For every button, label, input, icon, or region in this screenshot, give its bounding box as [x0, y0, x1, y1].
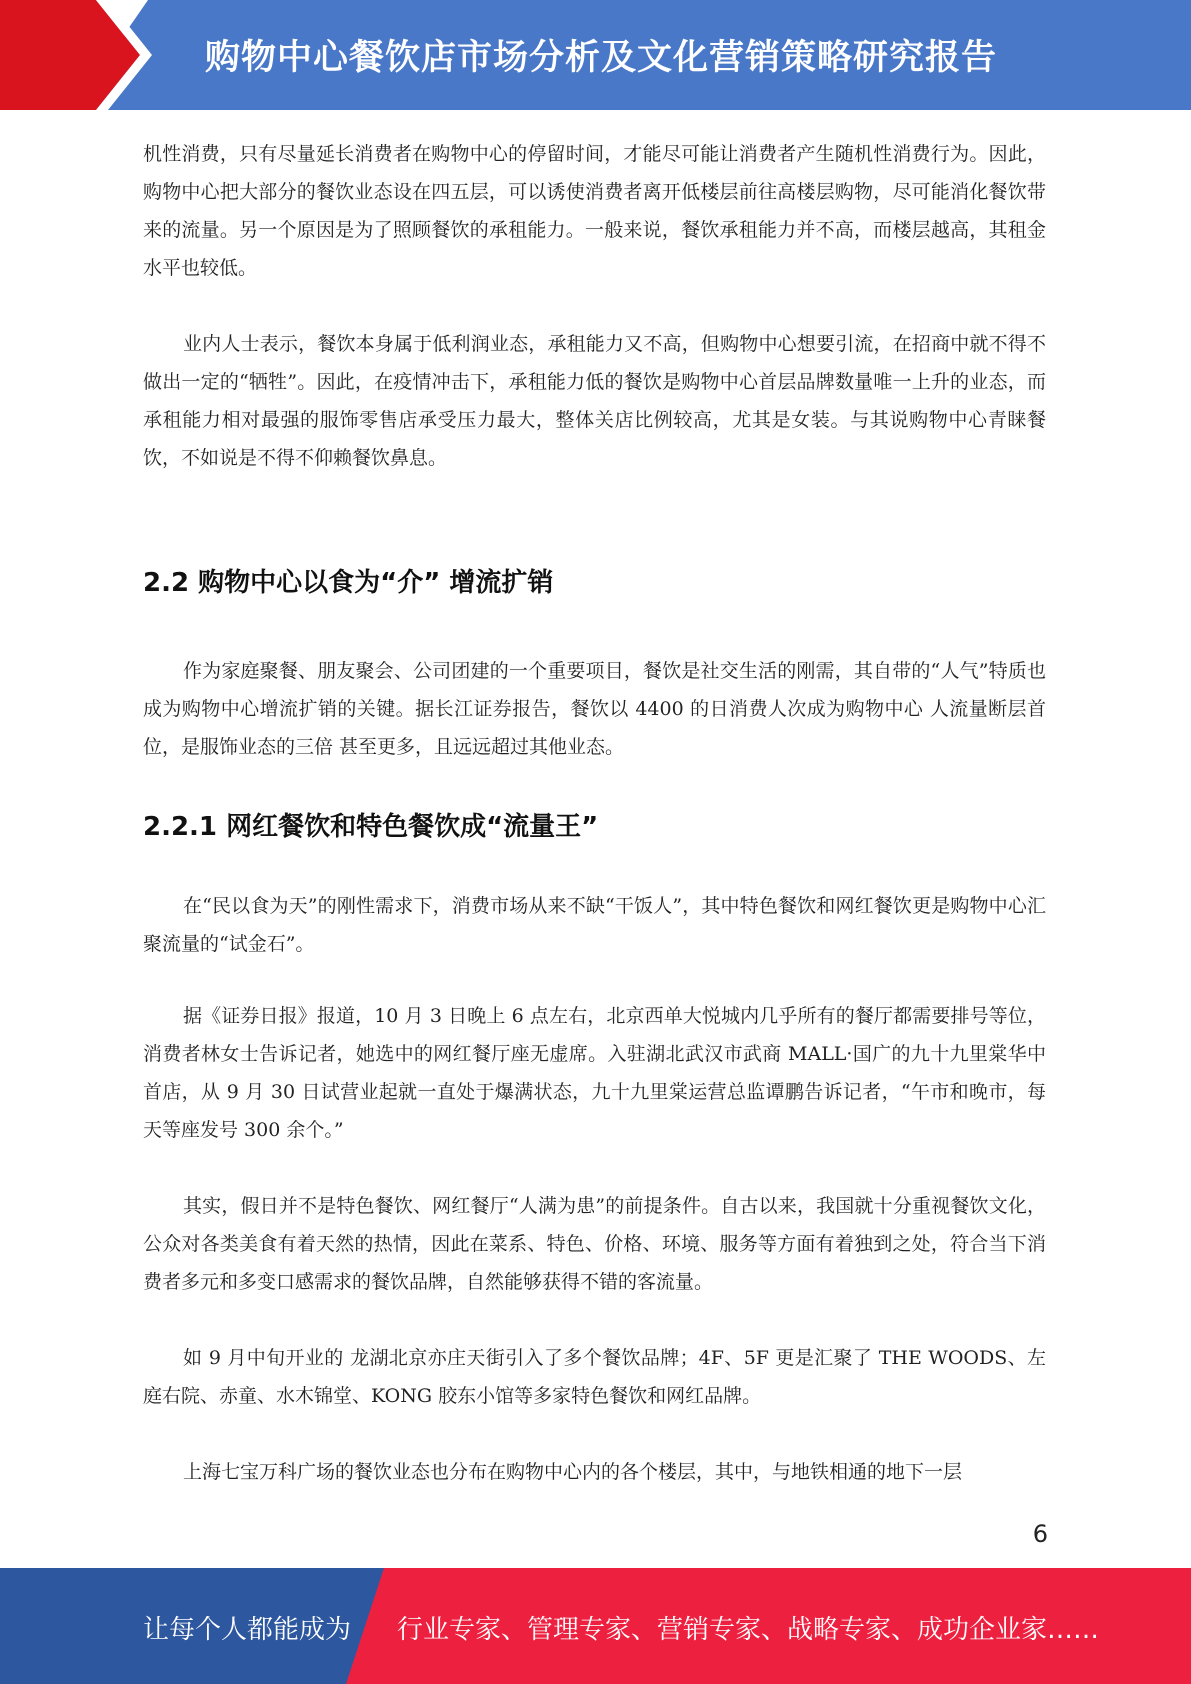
- page-header: [0, 0, 1191, 110]
- paragraph-3: 作为家庭聚餐、朋友聚会、公司团建的一个重要项目，餐饮是社交生活的刚需，其自带的“人气”特质也成为购物中心增流扩销的关键。据长江证券报告，餐饮以 4400 的日消费人次成为购物中心 人流量断层首位，是服饰业态的三倍 甚至更多，且远远超过其他业态。: [143, 660, 1046, 758]
- page-footer: [0, 1568, 1191, 1684]
- header-arrow-decoration: [0, 0, 160, 110]
- footer-slogan-left: 让每个人都能成为: [143, 1615, 352, 1645]
- page-number: 6: [1032, 1520, 1048, 1548]
- section-heading-2-2-1: 2.2.1 网红餐饮和特色餐饮成“流量王”: [143, 812, 599, 842]
- paragraph-8: 上海七宝万科广场的餐饮业态也分布在购物中心内的各个楼层，其中，与地铁相通的地下一层: [183, 1461, 963, 1483]
- paragraph-1: 机性消费，只有尽量延长消费者在购物中心的停留时间，才能尽可能让消费者产生随机性消费行为。因此，购物中心把大部分的餐饮业态设在四五层，可以诱使消费者离开低楼层前往高楼层购物，尽可能消化餐饮带来的流量。另一个原因是为了照顾餐饮的承租能力。一般来说，餐饮承租能力并不高，而楼层越高，其租金水平也较低。: [143, 143, 1046, 279]
- paragraph-4: 在“民以食为天”的刚性需求下，消费市场从来不缺“干饭人”，其中特色餐饮和网红餐饮更是购物中心汇聚流量的“试金石”。: [143, 895, 1046, 955]
- report-title: 购物中心餐饮店市场分析及文化营销策略研究报告: [205, 38, 998, 78]
- paragraph-7: 如 9 月中旬开业的 龙湖北京亦庄天街引入了多个餐饮品牌；4F、5F 更是汇聚了 THE WOODS、左庭右院、赤童、水木锦堂、KONG 胶东小馆等多家特色餐饮和网红品牌。: [143, 1347, 1046, 1407]
- section-heading-2-2: 2.2 购物中心以食为“介” 增流扩销: [143, 568, 554, 598]
- paragraph-2: 业内人士表示，餐饮本身属于低利润业态，承租能力又不高，但购物中心想要引流，在招商中就不得不做出一定的“牺牲”。因此，在疫情冲击下，承租能力低的餐饮是购物中心首层品牌数量唯一上升的业态，而承租能力相对最强的服饰零售店承受压力最大，整体关店比例较高，尤其是女装。与其说购物中心青睐餐饮，不如说是不得不仰赖餐饮鼻息。: [143, 333, 1046, 469]
- footer-slogan-right: 行业专家、管理专家、营销专家、战略专家、成功企业家……: [397, 1615, 1100, 1645]
- paragraph-6: 其实，假日并不是特色餐饮、网红餐厅“人满为患”的前提条件。自古以来，我国就十分重视餐饮文化，公众对各类美食有着天然的热情，因此在菜系、特色、价格、环境、服务等方面有着独到之处，符合当下消费者多元和多变口感需求的餐饮品牌，自然能够获得不错的客流量。: [143, 1195, 1046, 1293]
- paragraph-5: 据《证券日报》报道，10 月 3 日晚上 6 点左右，北京西单大悦城内几乎所有的餐厅都需要排号等位，消费者林女士告诉记者，她选中的网红餐厅座无虚席。入驻湖北武汉市武商 MALL·国广的九十九里棠华中首店，从 9 月 30 日试营业起就一直处于爆满状态，九十九里棠运营总监谭鹏告诉记者，“午市和晚市，每天等座发号 300 余个。”: [143, 1005, 1046, 1141]
